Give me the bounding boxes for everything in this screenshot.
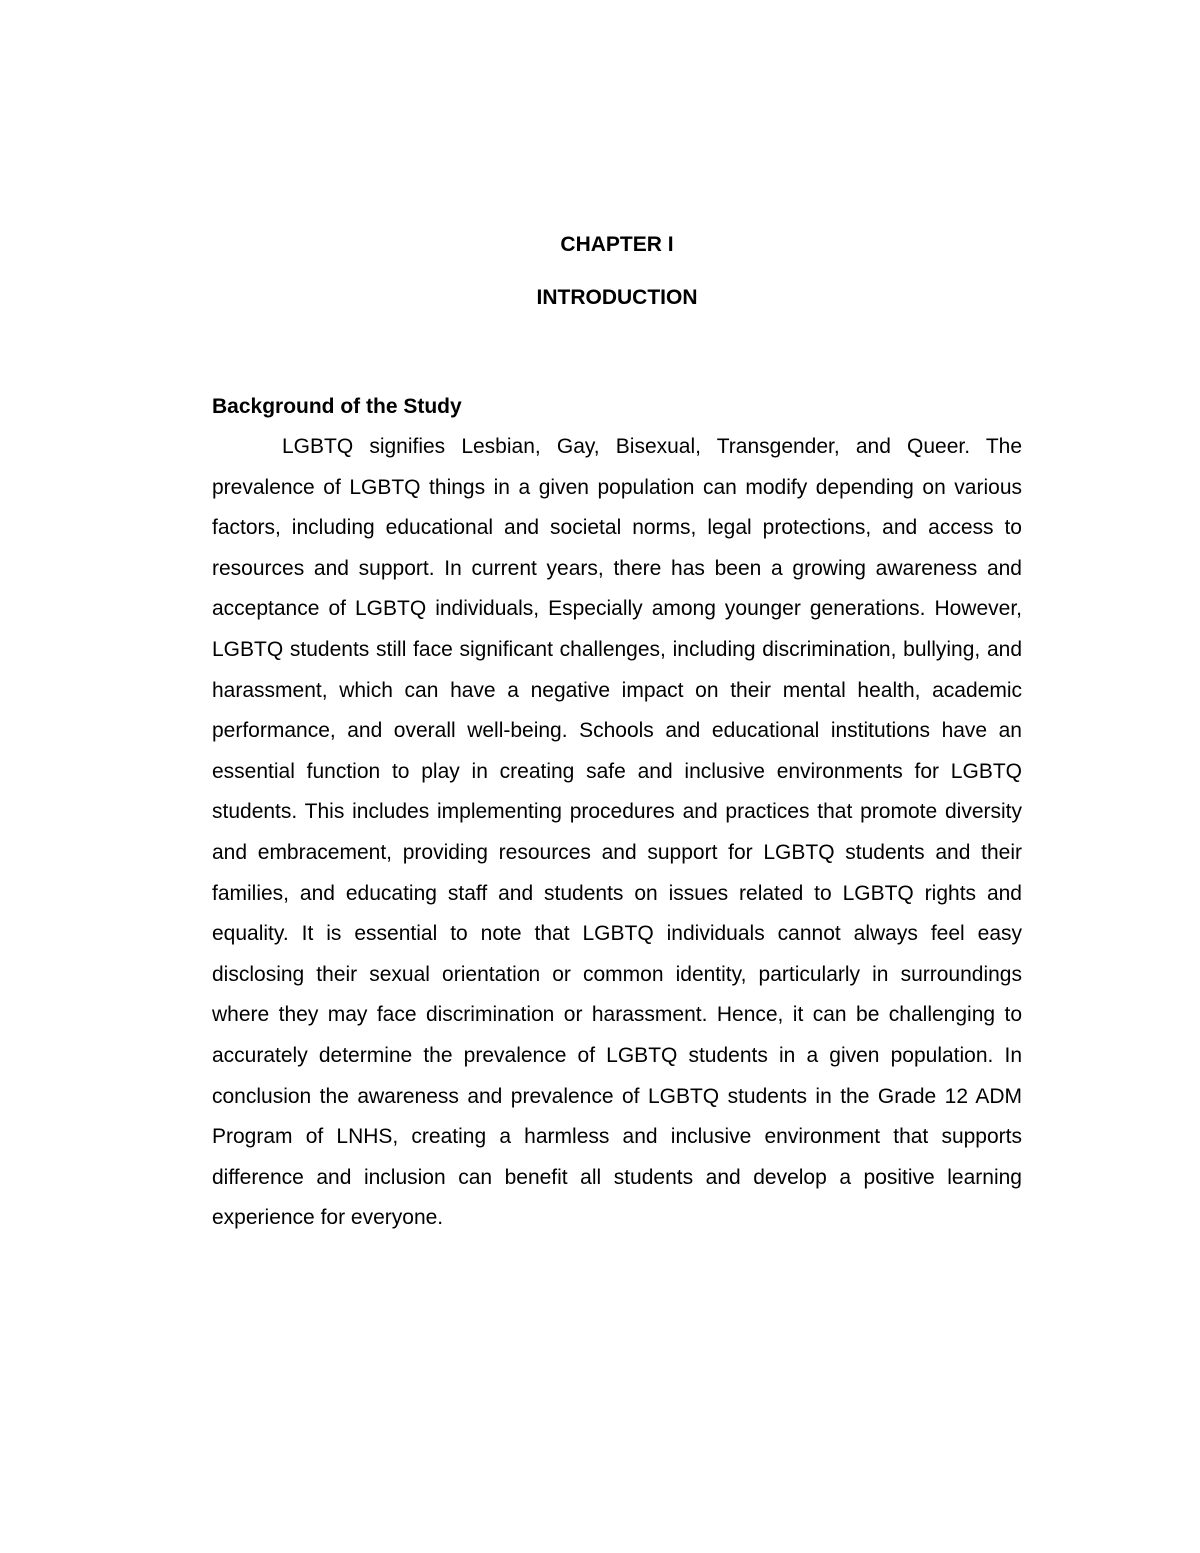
body-paragraph: LGBTQ signifies Lesbian, Gay, Bisexual, Transgender, and Queer. The prevalence of LGBTQ things in a given population can modify depending on various factors, including educational and societal norms, legal protections, and access to resources and support. In current years, there has been a growing awareness and acceptance of LGBTQ individuals, Especially among younger generations. However, LGBTQ students still face significant challenges, including discrimination, bullying, and harassment, which can have a negative impact on their mental health, academic performance, and overall well-being. Schools and educational institutions have an essential function to play in creating safe and inclusive environments for LGBTQ students. This includes implementing procedures and practices that promote diversity and embracement, providing resources and support for LGBTQ students and their families, and educating staff and students on issues related to LGBTQ rights and equality. It is essential to note that LGBTQ individuals cannot always feel easy disclosing their sexual orientation or common identity, particularly in surroundings where they may face discrimination or harassment. Hence, it can be challenging to accurately determine the prevalence of LGBTQ students in a given population. In conclusion the awareness and prevalence of LGBTQ students in the Grade 12 ADM Program of LNHS, creating a harmless and inclusive environment that supports difference and inclusion can benefit all students and develop a positive learning experience for everyone. — [212, 435, 1022, 1230]
section-heading: Background of the Study — [212, 395, 462, 418]
chapter-title: INTRODUCTION — [536, 286, 698, 309]
chapter-number: CHAPTER I — [560, 233, 674, 256]
